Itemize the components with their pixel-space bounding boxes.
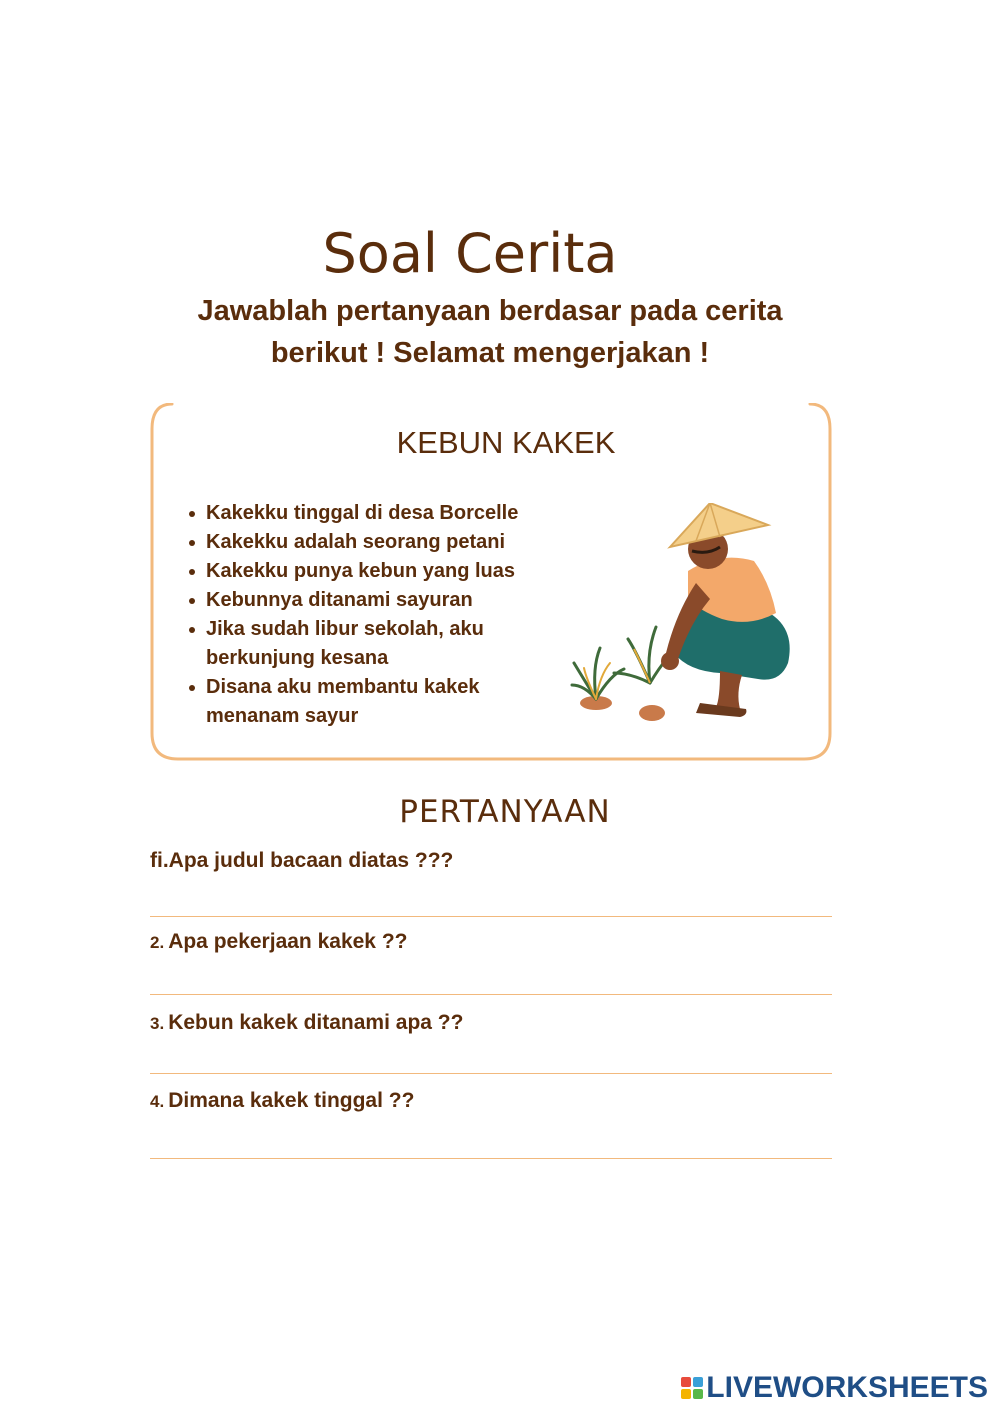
list-item: Kebunnya ditanami sayuran <box>206 586 566 615</box>
answer-line-2[interactable] <box>150 994 832 995</box>
question-number: 4. <box>150 1092 165 1111</box>
list-item: Kakekku tinggal di desa Borcelle <box>206 499 566 528</box>
question-text: Kebun kakek ditanami apa ?? <box>168 1011 464 1034</box>
question-number: 3. <box>150 1014 165 1033</box>
question-number: 2. <box>150 933 165 952</box>
list-item: Disana aku membantu kakek menanam sayur <box>206 673 566 731</box>
question-text: Apa judul bacaan diatas ??? <box>168 849 454 872</box>
question-text: Dimana kakek tinggal ?? <box>168 1089 415 1112</box>
brand-name: LIVEWORKSHEETS <box>706 1371 988 1404</box>
question-2 <box>150 930 407 954</box>
brand-squares-icon <box>681 1377 703 1399</box>
instructions-line-2: berikut ! Selamat mengerjakan ! <box>270 337 710 369</box>
story-list <box>206 499 566 731</box>
question-1 <box>150 849 453 873</box>
question-4 <box>150 1089 414 1113</box>
story-box <box>150 403 830 760</box>
instructions-line-1: Jawablah pertanyaan berdasar pada cerita <box>197 295 783 327</box>
list-item: Jika sudah libur sekolah, aku berkunjung kesana <box>206 615 566 673</box>
question-text: Apa pekerjaan kakek ?? <box>168 930 408 953</box>
list-item: Kakekku punya kebun yang luas <box>206 557 566 586</box>
answer-line-4[interactable] <box>150 1158 832 1159</box>
question-3 <box>150 1011 463 1035</box>
list-item: Kakekku adalah seorang petani <box>206 528 566 557</box>
questions-heading: PERTANYAAN <box>399 794 611 830</box>
question-number: fi. <box>150 849 169 872</box>
answer-line-3[interactable] <box>150 1073 832 1074</box>
farmer-illustration <box>570 503 800 723</box>
story-title: KEBUN KAKEK <box>396 425 616 460</box>
answer-line-1[interactable] <box>150 916 832 917</box>
page-title: Soal Cerita <box>322 222 618 285</box>
liveworksheets-logo[interactable] <box>681 1371 988 1405</box>
instructions <box>150 290 830 374</box>
